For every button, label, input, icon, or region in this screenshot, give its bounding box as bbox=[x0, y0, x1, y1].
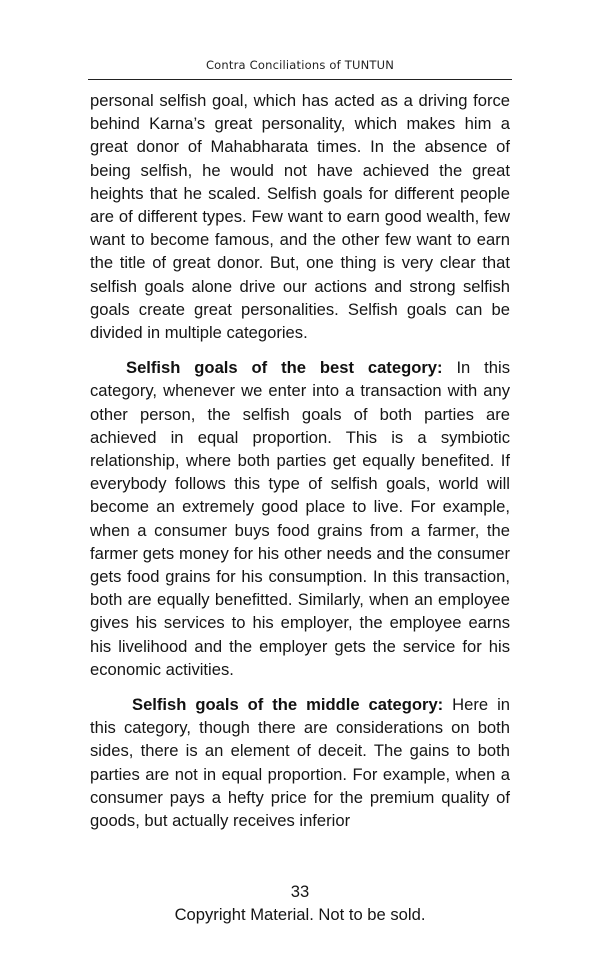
paragraph-1: personal selfish goal, which has acted as a driving force behind Karna’s great personality, which makes him a great donor of Mahabharata times. In the absence of being selfish, he would not have achieved the great heights that he scaled. Selfish goals for different people are of different types. Few want to earn good wealth, few want to become famous, and the other few want to earn the title of great donor. But, one thing is very clear that selfish goals alone drive our actions and strong selfish goals create great personalities. Selfish goals can be divided in multiple categories. bbox=[90, 91, 510, 343]
copyright-notice: Copyright Material. Not to be sold. bbox=[174, 905, 426, 924]
paragraph-3 bbox=[90, 693, 510, 832]
page-number: 33 bbox=[290, 882, 310, 901]
paragraph-2-text: In this category, whenever we enter into a transaction with any other person, the selfish goals of both parties are achieved in equal proportion. This is a symbiotic relationship, where both parties get equally benefited. If everybody follows this type of selfish goals, world will become an extremely good place to live. For example, when a consumer buys food grains from a farmer, the farmer gets money for his other needs and the consumer gets food grains for his consumption. In this transaction, both are equally benefitted. Similarly, when an employee gives his services to his employer, the employee earns his livelihood and the employer gets the service for his economic activities. bbox=[90, 358, 510, 679]
paragraph-3-text: Here in this category, though there are considerations on both sides, there is an element of deceit. The gains to both parties are not in equal proportion. For example, when a consumer pays a hefty price for the premium quality of goods, but actually receives inferior bbox=[90, 695, 510, 831]
paragraph-2 bbox=[90, 356, 510, 681]
page-body bbox=[90, 89, 510, 832]
running-header bbox=[88, 56, 512, 80]
paragraph-2-heading: Selfish goals of the best category: bbox=[126, 358, 443, 378]
book-title: Contra Conciliations of TUNTUN bbox=[205, 58, 395, 72]
paragraph-3-heading: Selfish goals of the middle category: bbox=[132, 695, 444, 715]
